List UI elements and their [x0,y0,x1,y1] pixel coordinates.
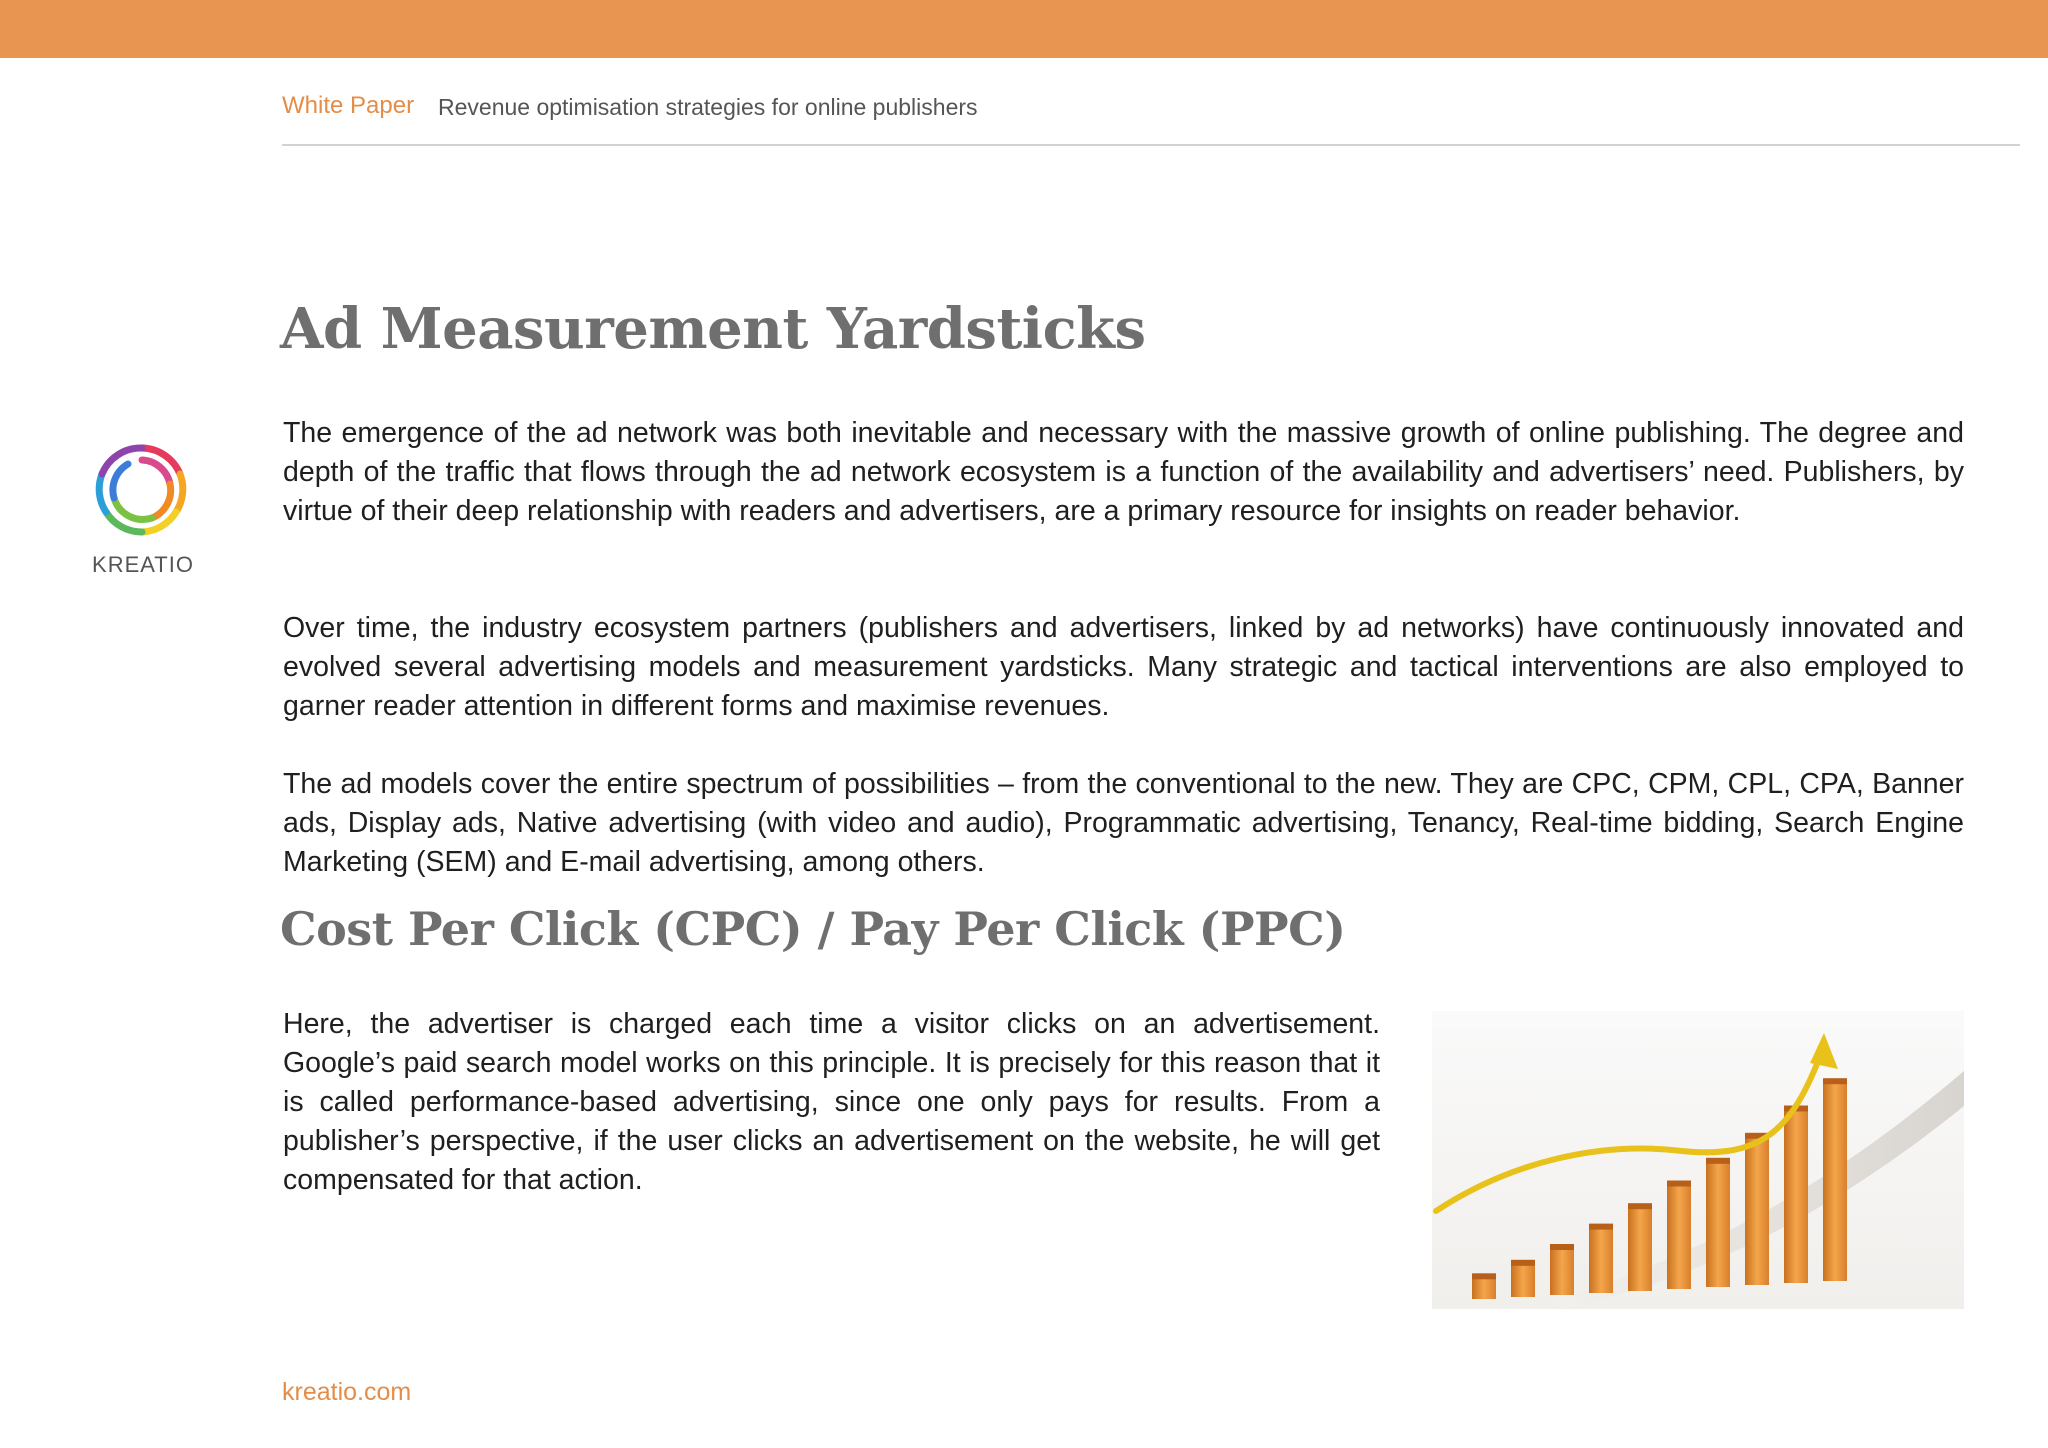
growth-bar [1472,1278,1496,1299]
growth-bar [1823,1083,1847,1281]
growth-bar [1745,1138,1769,1285]
logo-wordmark: KREATIO [92,552,194,577]
growth-chart-image [1432,1011,1964,1309]
paragraph-cpc: Here, the advertiser is charged each time a visitor clicks on an advertisement. Google’s paid search model works on this principle. It is precisely for this reason that it is called performance-based advertising, since one only pays for results. From a publisher’s perspective, if the user clicks an advertisement on the website, he will get compensated for that action. [283,1008,1380,1196]
paragraph-2: Over time, the industry ecosystem partners (publishers and advertisers, linked by ad networks) have continuously innovated and evolved several advertising models and measurement yardsticks. Many strategic and tactical interventions are also employed to garner reader attention in different forms and maximise revenues. [283,612,1964,722]
growth-bar [1511,1265,1535,1297]
growth-bar-chart-illustration [1432,1011,1964,1309]
growth-bar-cap [1511,1260,1535,1266]
section-title: Ad Measurement Yardsticks [280,296,1146,362]
footer-website-link[interactable]: kreatio.com [282,1378,412,1406]
growth-bar-cap [1628,1203,1652,1209]
growth-bar-cap [1823,1078,1847,1084]
header-subtitle: Revenue optimisation strategies for online publishers [438,94,978,120]
growth-bar-cap [1472,1273,1496,1279]
growth-bar [1589,1229,1613,1293]
growth-bar [1667,1186,1691,1290]
growth-arrow-head [1810,1033,1838,1069]
growth-bar [1784,1111,1808,1284]
growth-bar-cap [1550,1244,1574,1250]
growth-bar [1628,1208,1652,1291]
growth-bar [1550,1249,1574,1295]
growth-bar-cap [1667,1181,1691,1187]
paragraph-1: The emergence of the ad network was both inevitable and necessary with the massive growth of online publishing. The degree and depth of the traffic that flows through the ad network ecosystem is a function of the availability and advertisers’ need. Publishers, by virtue of their deep relationship with readers and advertisers, are a primary resource for insights on reader behavior. [283,417,1964,527]
top-accent-bar [0,0,2048,58]
growth-bar-cap [1589,1224,1613,1230]
paragraph-3: The ad models cover the entire spectrum of possibilities – from the conventional to the new. They are CPC, CPM, CPL, CPA, Banner ads, Display ads, Native advertising (with video and audio), Programmatic advertising, Tenancy, Real-time bidding, Search Engine Marketing (SEM) and E-mail advertising, among others. [283,768,1964,878]
growth-bar [1706,1163,1730,1287]
swirl-logo-icon [92,440,192,540]
header-brand: White Paper [282,92,415,119]
growth-bar-cap [1706,1158,1730,1164]
page-header [282,92,2020,146]
subsection-title: Cost Per Click (CPC) / Pay Per Click (PPC) [280,902,1346,956]
kreatio-logo [88,440,198,580]
